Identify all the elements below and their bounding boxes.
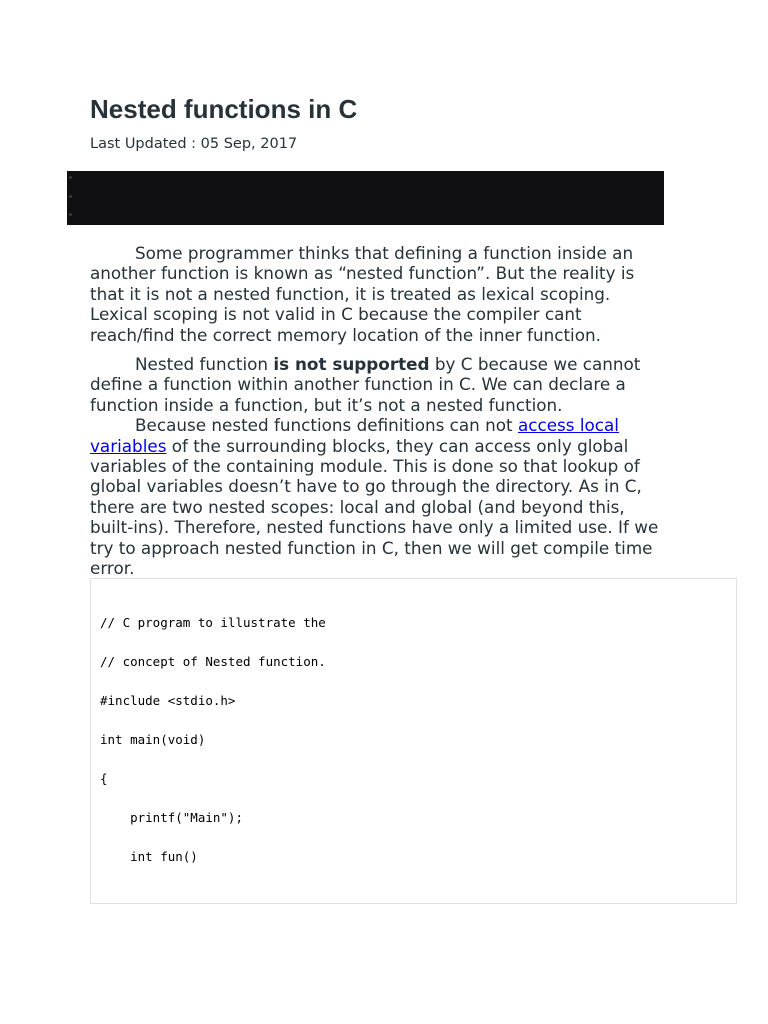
code-line: // C program to illustrate the xyxy=(100,615,326,630)
dark-banner xyxy=(67,171,664,225)
paragraph-not-supported: Nested function is not supported by C because we cannot define a function within another function in C. We can declare a function inside a function, but it’s not a nested function. xyxy=(90,354,641,415)
access-local-variables-link[interactable]: access local variables xyxy=(90,415,619,456)
article-body xyxy=(90,243,670,579)
banner-dot xyxy=(69,213,72,216)
banner-dot xyxy=(69,176,72,179)
paragraph-intro: Some programmer thinks that defining a function inside an another function is known as “nested function”. But the reality is that it is not a nested function, it is treated as lexical scoping. Lexical scoping is not valid in C because the compiler cant reach/find the correct memory location of the inner function. xyxy=(90,243,635,345)
paragraph-scopes: Because nested functions definitions can not access local variables of the surrounding blocks, they can access only global variables of the containing module. This is done so that lookup of global variables doesn’t have to go through the directory. As in C, there are two nested scopes: local and global (and beyond this, built-ins). Therefore, nested functions have only a limited use. If we try to approach nested function in C, then we will get compile time error. xyxy=(90,415,659,579)
code-line: // concept of Nested function. xyxy=(100,654,326,669)
page-title: Nested functions in C xyxy=(90,94,358,124)
last-updated-date: Last Updated : 05 Sep, 2017 xyxy=(90,136,298,152)
code-line: printf("Main"); xyxy=(100,810,243,825)
bold-text: is not supported xyxy=(273,354,430,375)
code-line: int main(void) xyxy=(100,732,206,747)
code-line: int fun() xyxy=(100,849,198,864)
code-block xyxy=(90,578,737,904)
code-line: { xyxy=(100,771,108,786)
banner-dot xyxy=(69,195,72,198)
code-line: #include <stdio.h> xyxy=(100,693,236,708)
